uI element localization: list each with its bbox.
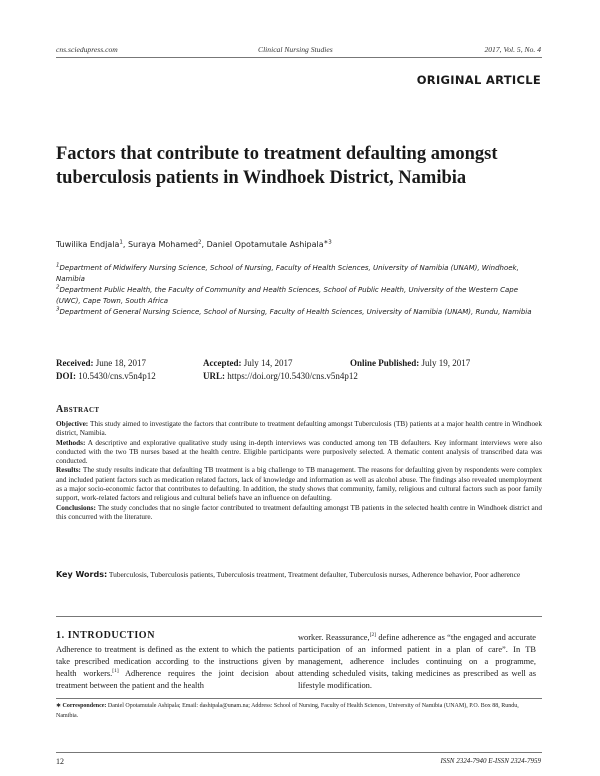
keywords-text: Tuberculosis, Tuberculosis patients, Tuberculosis treatment, Treatment defaulter, Tuberculosis nurses, Adherence behavior, Poor adherence: [108, 570, 521, 579]
affiliation-mark: 1: [56, 262, 60, 269]
objective-text: This study aimed to investigate the factors that contribute to treatment defaulting amongst Tuberculosis (TB) patients at a major health centre in Windhoek district, Namibia.: [56, 420, 543, 438]
introduction-heading: 1. INTRODUCTION: [56, 630, 156, 641]
accepted-date: [203, 358, 293, 368]
url-link[interactable]: https://doi.org/10.5430/cns.v5n4p12: [227, 371, 358, 381]
author-affiliation-mark: 2: [198, 239, 202, 246]
author-name: Suraya Mohamed: [127, 240, 199, 249]
author-name: Tuwilika Endjala: [56, 240, 120, 249]
url: [203, 371, 358, 381]
affiliation-mark: 2: [56, 284, 60, 291]
published-date: [350, 358, 470, 368]
url-label: URL:: [203, 371, 225, 381]
correspondence-text: Daniel Opotamutale Ashipala; Email: dashipala@unam.na; Address: School of Nursing, Faculty of Health Sciences, University of Namibia (UNAM), P.O. Box 88, Rundu, Namibia.: [56, 703, 519, 719]
methods-label: Methods:: [56, 438, 86, 447]
intro-text: worker. Reassurance,: [298, 633, 370, 642]
article-title: Factors that contribute to treatment defaulting amongst tuberculosis patients in Windhoek District, Namibia: [56, 144, 498, 188]
header-rule: [56, 57, 542, 58]
abstract-rule: [56, 616, 542, 617]
objective-label: Objective:: [56, 420, 89, 428]
results-text: The study results indicate that defaulting TB treatment is a big challenge to TB management. The reasons for defaulting given by respondents were complex and included patient factors such as medication related factors, lack of knowledge and information as well as alcohol abuse. The findings also revealed unemployment as a major socio-economic factor that contributes to defaulting. In addition, the study shows that community, family, religious and cultural factors such as poor family support, work-related factors and religious and cultural beliefs have an influence on defaulting.: [56, 466, 542, 503]
doi-label: DOI:: [56, 371, 76, 381]
published-value: July 19, 2017: [421, 358, 471, 368]
intro-text: define adherence as “the engaged and accurate participation of an informed patient in a plan of care”. In TB management, adherence includes continuing on a programme, attending scheduled visits, taking medicines as prescribed as well as lifestyle modification.: [298, 633, 536, 691]
citation-ref[interactable]: [2]: [369, 632, 377, 639]
received-date: [56, 358, 146, 368]
intro-text: Adherence requires the joint decision about treatment between the patient and the health: [56, 669, 294, 691]
received-value: June 18, 2017: [95, 358, 146, 368]
author-list: Tuwilika Endjala$^1$, Suraya Mohamed$^2$, Daniel Opotamutale Ashipala$^{∗3}$: [56, 239, 332, 249]
affiliation-mark: 3: [56, 306, 60, 313]
doi-value[interactable]: 10.5430/cns.v5n4p12: [78, 371, 156, 381]
affiliation-3: [56, 307, 536, 318]
footer-rule: [56, 752, 542, 753]
intro-column-left: [56, 644, 294, 692]
received-label: Received:: [56, 358, 94, 368]
keywords: [56, 569, 542, 580]
published-label: Online Published:: [350, 358, 420, 368]
keywords-label: Key Words:: [56, 570, 108, 579]
accepted-value: July 14, 2017: [243, 358, 293, 368]
abstract-body: [56, 420, 542, 522]
author-affiliation-mark: ∗3: [323, 239, 332, 246]
abstract-results: [56, 466, 542, 503]
footnote-rule: [56, 698, 542, 699]
page-number: 12: [56, 757, 64, 766]
methods-text: A descriptive and explorative qualitative study using in-depth interviews was conducted among ten TB defaulters. Key informant interviews were also conducted with the two TB nurses based at the health centre. Eligible participants were purposively selected. A thematic content analysis of transcribed data was conducted.: [56, 438, 542, 466]
abstract-conclusions: [56, 504, 542, 523]
header-volume: 2017, Vol. 5, No. 4: [484, 45, 541, 54]
affiliation-text: Department Public Health, the Faculty of Community and Health Sciences, School of Public Health, University of the Western Cape (UWC), Cape Town, South Africa: [56, 286, 519, 305]
accepted-label: Accepted:: [203, 358, 242, 368]
conclusions-label: Conclusions:: [56, 503, 96, 512]
affiliation-text: Department of Midwifery Nursing Science, School of Nursing, Faculty of Health Sciences, University of Namibia (UNAM), Windhoek, Namibia: [56, 264, 519, 283]
abstract-methods: [56, 439, 542, 467]
intro-text: Adherence to treatment is defined as the extent to which the patients take prescribed medication according to the instructions given by health workers.: [56, 645, 294, 679]
article-type: ORIGINAL ARTICLE: [416, 73, 541, 87]
doi: [56, 371, 156, 381]
issn: ISSN 2324-7940 E-ISSN 2324-7959: [440, 757, 541, 765]
affiliation-2: [56, 285, 536, 307]
intro-column-right: [298, 632, 536, 692]
header-site-link[interactable]: cns.sciedupress.com: [56, 45, 118, 54]
author-affiliation-mark: 1: [119, 239, 123, 246]
abstract-objective: [56, 420, 542, 439]
affiliation-1: [56, 263, 536, 285]
correspondence-note: [56, 702, 542, 721]
affiliation-text: Department of General Nursing Science, School of Nursing, Faculty of Health Sciences, University of Namibia (UNAM), Rundu, Namibia: [59, 308, 532, 316]
header-journal: Clinical Nursing Studies: [258, 45, 333, 54]
results-label: Results:: [56, 466, 81, 475]
correspondence-label: ∗ Correspondence:: [56, 703, 107, 709]
citation-ref[interactable]: [1]: [112, 668, 119, 675]
conclusions-text: The study concludes that no single factor contributed to treatment defaulting amongst TB patients in the selected health centre in Windhoek district and this concurred with the literature.: [56, 503, 543, 521]
author-name: Daniel Opotamutale Ashipala: [206, 240, 324, 249]
abstract-heading: Abstract: [56, 404, 100, 415]
